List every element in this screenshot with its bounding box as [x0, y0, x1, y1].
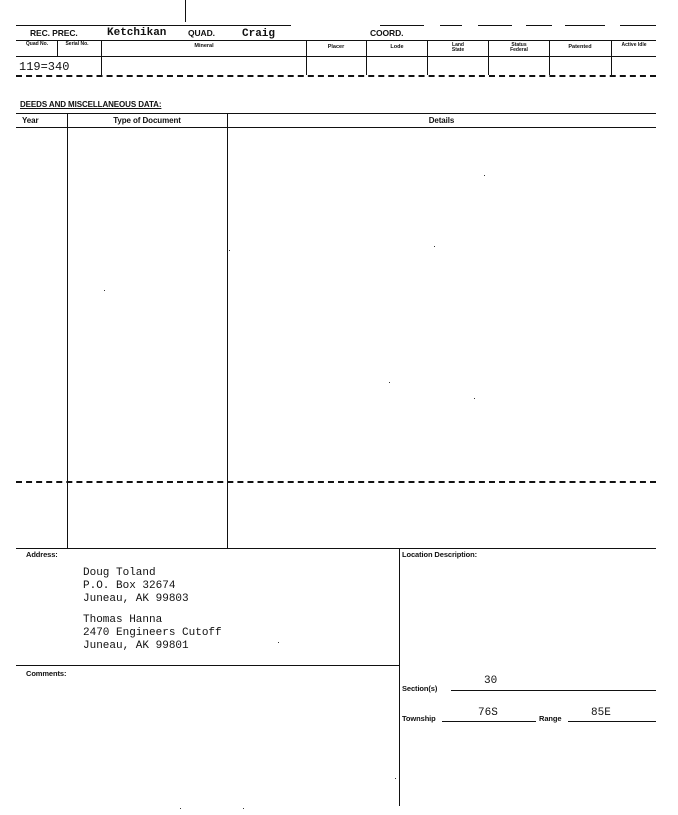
top-tick-line — [185, 0, 186, 22]
quad-serial-value: 119=340 — [19, 60, 70, 74]
col-placer: Placer — [327, 44, 345, 50]
scan-speck — [434, 246, 435, 247]
address-label: Address: — [26, 550, 58, 559]
contact-2-line2: Juneau, AK 99801 — [83, 640, 189, 652]
section-value: 30 — [484, 675, 498, 687]
contact-1 — [83, 567, 189, 606]
contact-1-name: Doug Toland — [83, 567, 156, 579]
deeds-dashed-rule — [16, 481, 656, 483]
header-rule-3 — [16, 56, 656, 57]
contact-2 — [83, 614, 222, 653]
contact-1-line2: Juneau, AK 99803 — [83, 593, 189, 605]
rec-prec-value: Ketchikan — [107, 27, 167, 39]
col-mineral: Mineral — [194, 43, 214, 49]
header-top-rule — [16, 25, 291, 26]
contact-2-name: Thomas Hanna — [83, 614, 163, 626]
header-top-rule-2 — [380, 25, 424, 26]
scan-speck — [278, 642, 279, 643]
deeds-col-year: Year — [22, 116, 39, 125]
address-location-divider — [399, 548, 400, 806]
col-active-idle: Active Idle — [621, 42, 647, 48]
col-lode: Lode — [390, 44, 404, 50]
township-label: Township — [402, 714, 436, 723]
rec-prec-label: REC. PREC. — [30, 28, 78, 38]
deeds-title: DEEDS AND MISCELLANEOUS DATA: — [20, 100, 162, 109]
scan-speck — [389, 382, 390, 383]
header-top-rule-4 — [478, 25, 512, 26]
deeds-col-details: Details — [428, 116, 455, 125]
scan-speck — [474, 398, 475, 399]
location-label: Location Description: — [402, 550, 477, 559]
header-rule-2 — [16, 40, 656, 41]
header-sep-2 — [101, 40, 102, 75]
scan-speck — [180, 808, 181, 809]
range-value: 85E — [591, 707, 611, 719]
header-sep-5 — [427, 40, 428, 75]
quad-label: QUAD. — [188, 28, 215, 38]
range-underline — [568, 721, 656, 722]
header-sep-1 — [57, 40, 58, 56]
quad-value: Craig — [242, 28, 276, 40]
header-top-rule-5 — [526, 25, 552, 26]
col-serial-no: Serial No. — [65, 41, 89, 47]
range-label: Range — [539, 714, 562, 723]
section-label: Section(s) — [402, 684, 438, 693]
header-top-rule-6 — [565, 25, 605, 26]
header-sep-7 — [549, 40, 550, 75]
col-quad-no: Quad No. — [25, 41, 49, 47]
deeds-header-rule — [16, 127, 656, 128]
header-sep-6 — [488, 40, 489, 75]
comments-label: Comments: — [26, 669, 67, 678]
coord-label: COORD. — [370, 28, 404, 38]
scan-speck — [243, 808, 244, 809]
address-bottom-rule — [16, 665, 399, 666]
township-value: 76S — [478, 707, 498, 719]
header-sep-4 — [366, 40, 367, 75]
header-sep-3 — [306, 40, 307, 75]
section-underline — [451, 690, 656, 691]
header-top-rule-3 — [440, 25, 462, 26]
col-patented: Patented — [568, 44, 592, 50]
col-land-state: Land State — [451, 42, 465, 53]
township-underline — [442, 721, 536, 722]
scan-speck — [229, 250, 230, 251]
scan-speck — [395, 778, 396, 779]
scan-speck — [484, 175, 485, 176]
contact-2-line1: 2470 Engineers Cutoff — [83, 627, 222, 639]
deeds-col-type: Type of Document — [113, 116, 181, 125]
record-row-dashed-rule — [16, 75, 656, 77]
deeds-top-rule — [16, 113, 656, 114]
scan-speck — [104, 290, 105, 291]
contact-1-line1: P.O. Box 32674 — [83, 580, 176, 592]
header-top-rule-7 — [620, 25, 656, 26]
col-status-federal: Status Federal — [510, 42, 528, 53]
header-sep-8 — [611, 40, 612, 75]
deeds-bottom-rule — [16, 548, 656, 549]
